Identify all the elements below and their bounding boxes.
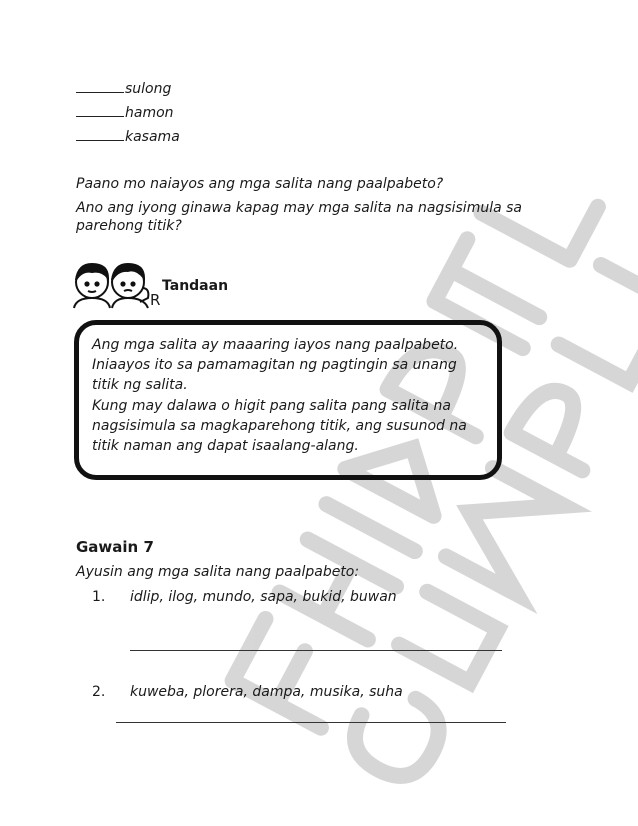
tandaan-title: Tandaan (162, 278, 229, 294)
item-text-2: kuweba, plorera, dampa, musika, suha (130, 684, 403, 700)
tandaan-line-3: titik ng salita. (92, 377, 188, 393)
answer-blank[interactable] (76, 78, 124, 93)
answer-blank[interactable] (76, 102, 124, 117)
tandaan-line-5: nagsisimula sa magkaparehong titik, ang susunod na (92, 418, 467, 434)
tandaan-line-2: Iniaayos ito sa pamamagitan ng pagtingin sa unang (92, 357, 457, 373)
blank-word: kasama (125, 129, 180, 145)
item-number-2: 2. (92, 684, 106, 700)
tandaan-line-4: Kung may dalawa o higit pang salita pang salita na (92, 398, 451, 414)
item-text-1: idlip, ilog, mundo, sapa, bukid, buwan (130, 589, 397, 605)
gawain-instruction: Ayusin ang mga salita nang paalpabeto: (76, 564, 360, 580)
answer-line-2[interactable] (116, 722, 506, 723)
answer-line-1[interactable] (130, 650, 502, 651)
blank-line-2 (76, 102, 174, 121)
blank-word: sulong (125, 81, 172, 97)
children-thinking-icon (68, 258, 156, 312)
question-1: Paano mo naiayos ang mga salita nang paalpabeto? (76, 176, 444, 192)
blank-line-1 (76, 78, 171, 97)
tandaan-line-1: Ang mga salita ay maaaring iayos nang paalpabeto. (92, 337, 459, 353)
answer-blank[interactable] (76, 126, 124, 141)
blank-line-3 (76, 126, 180, 145)
tandaan-line-6: titik naman ang dapat isaalang-alang. (92, 438, 359, 454)
question-2: Ano ang iyong ginawa kapag may mga salita na nagsisimula sa (76, 200, 522, 216)
tandaan-mark: R (150, 291, 161, 309)
gawain-title: Gawain 7 (76, 538, 154, 556)
blank-word: hamon (125, 105, 174, 121)
item-number-1: 1. (92, 589, 106, 605)
question-2-cont: parehong titik? (76, 218, 182, 234)
